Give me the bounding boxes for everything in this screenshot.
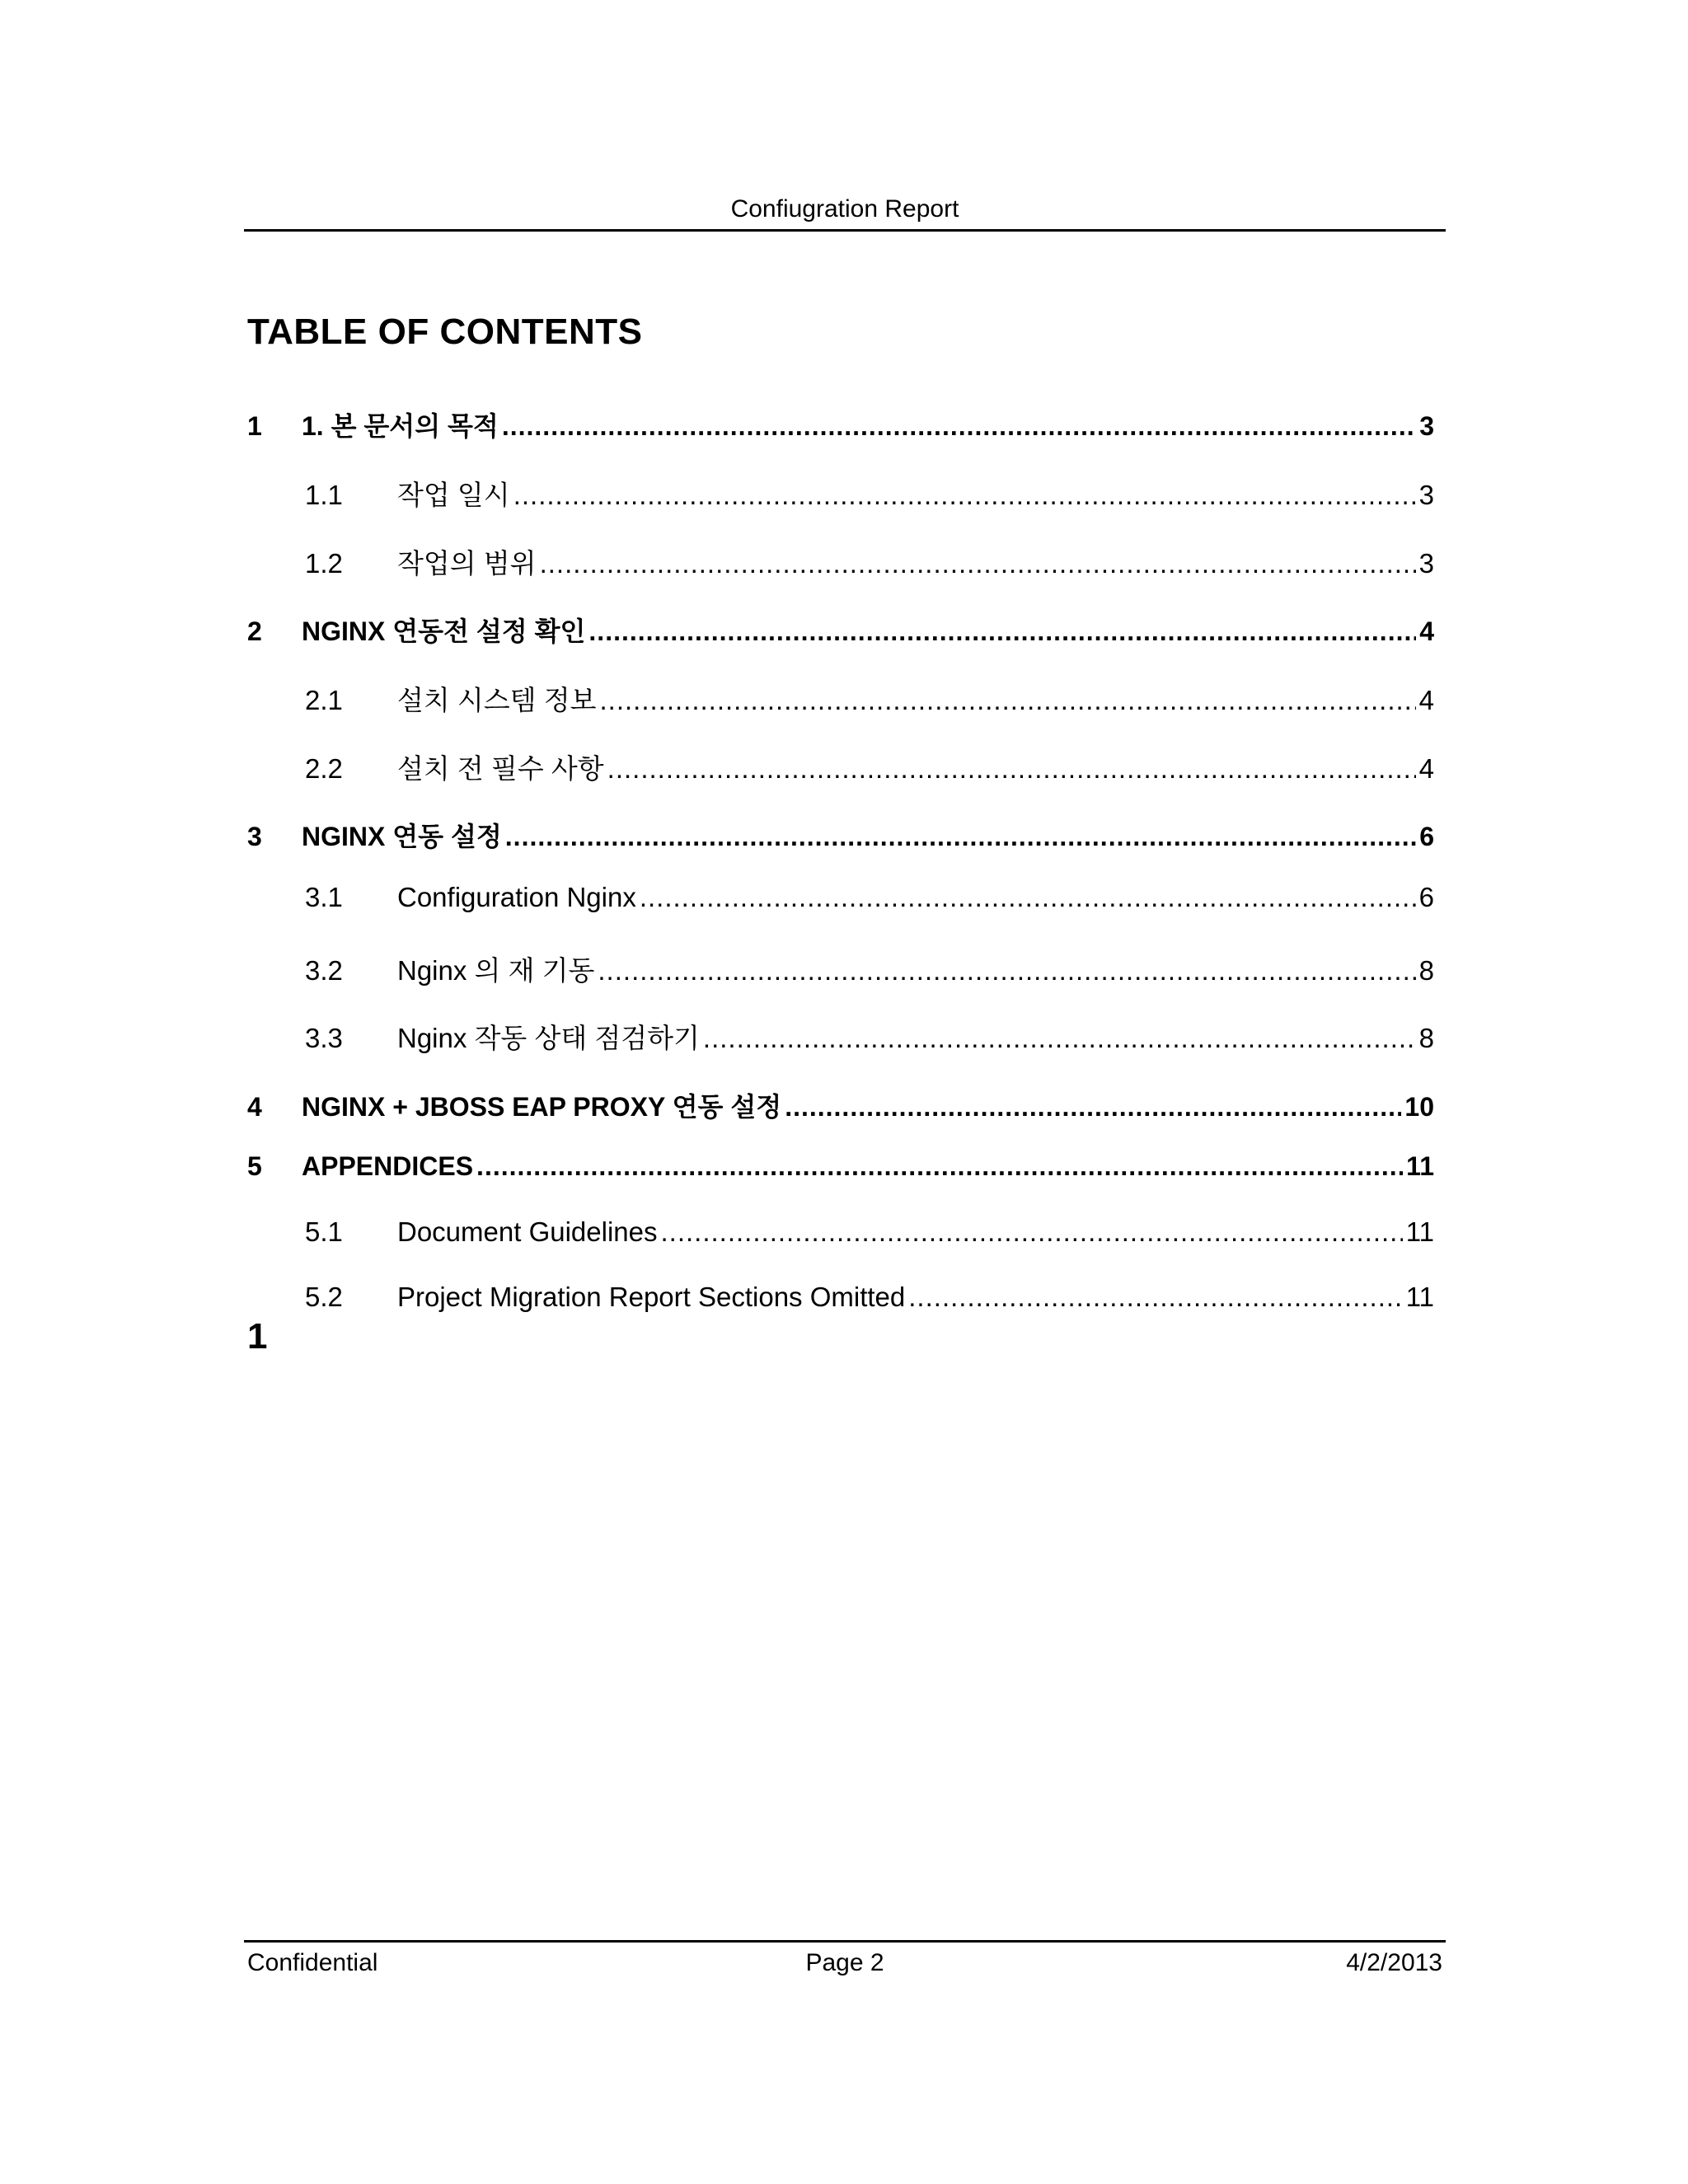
toc-entry-title: Nginx 작동 상태 점검하기 — [397, 1023, 700, 1053]
toc-entry-5-1[interactable] — [247, 1216, 1434, 1248]
toc-dot-leader — [640, 882, 1416, 913]
toc-entry-number: 1.1 — [305, 480, 343, 510]
toc-entry-page: 6 — [1419, 822, 1434, 851]
toc-entry-page: 4 — [1419, 616, 1434, 646]
toc-dot-leader — [598, 955, 1415, 987]
toc-entry-title: APPENDICES — [302, 1151, 474, 1181]
toc-dot-leader — [502, 411, 1416, 442]
toc-entry-4[interactable] — [247, 1086, 1434, 1124]
toc-entry-title: 작업의 범위 — [397, 548, 537, 579]
toc-entry-number: 2.1 — [305, 685, 343, 715]
toc-entry-number: 3.2 — [305, 955, 343, 986]
toc-entry-title: 설치 전 필수 사항 — [397, 753, 604, 784]
toc-dot-leader — [661, 1216, 1403, 1248]
toc-entry-title: Project Migration Report Sections Omitted — [397, 1282, 906, 1312]
toc-entry-number: 5 — [247, 1151, 262, 1181]
toc-entry-3-2[interactable] — [247, 949, 1434, 988]
toc-entry-title: NGINX 연동 설정 — [302, 822, 502, 851]
toc-entry-title: Configuration Nginx — [397, 882, 636, 912]
page-footer — [244, 1940, 1446, 1976]
toc-entry-title: 1. 본 문서의 목적 — [302, 411, 499, 441]
section-heading-number: 1 — [247, 1316, 268, 1357]
toc-entry-1[interactable] — [247, 405, 1434, 443]
toc-entry-1-2[interactable] — [247, 542, 1434, 581]
toc-entry-number: 4 — [247, 1092, 262, 1122]
toc-entry-title: NGINX 연동전 설정 확인 — [302, 616, 586, 646]
footer-page-number: Page 2 — [805, 1949, 884, 1976]
toc-entry-number: 5.1 — [305, 1216, 343, 1247]
toc-entry-number: 3.3 — [305, 1023, 343, 1053]
footer-confidential: Confidential — [247, 1949, 378, 1976]
toc-dot-leader — [513, 480, 1416, 511]
toc-entry-page: 3 — [1418, 548, 1434, 579]
toc-entry-number: 5.2 — [305, 1282, 343, 1312]
toc-entry-page: 3 — [1418, 480, 1434, 510]
toc-entry-page: 6 — [1418, 882, 1434, 912]
toc-heading: TABLE OF CONTENTS — [247, 312, 643, 352]
toc-dot-leader — [703, 1023, 1416, 1054]
toc-entry-5[interactable] — [247, 1151, 1434, 1182]
header-title: Confiugration Report — [730, 195, 959, 223]
toc-entry-title: Nginx 의 재 기동 — [397, 955, 595, 986]
toc-entry-2-2[interactable] — [247, 748, 1434, 786]
toc-entry-page: 10 — [1404, 1092, 1434, 1122]
toc-entry-number: 2.2 — [305, 753, 343, 784]
toc-dot-leader — [505, 822, 1416, 852]
toc-entry-1-1[interactable] — [247, 474, 1434, 513]
toc-entry-number: 3.1 — [305, 882, 343, 912]
toc-entry-2[interactable] — [247, 611, 1434, 649]
toc-entry-page: 8 — [1418, 955, 1434, 986]
toc-entry-title: NGINX + JBOSS EAP PROXY 연동 설정 — [302, 1092, 782, 1122]
footer-date: 4/2/2013 — [1346, 1949, 1442, 1976]
toc-entry-page: 4 — [1418, 685, 1434, 715]
toc-dot-leader — [540, 548, 1416, 579]
toc-entry-page: 11 — [1406, 1151, 1434, 1181]
toc-dot-leader — [908, 1282, 1402, 1313]
toc-entry-5-2[interactable] — [247, 1282, 1434, 1313]
toc-dot-leader — [588, 616, 1416, 647]
toc-entry-page: 11 — [1405, 1216, 1434, 1247]
toc-dot-leader — [607, 753, 1416, 785]
toc-entry-2-1[interactable] — [247, 679, 1434, 718]
toc-dot-leader — [785, 1092, 1401, 1122]
toc-entry-title: 작업 일시 — [397, 480, 510, 510]
toc-dot-leader — [476, 1151, 1403, 1182]
toc-entry-number: 1.2 — [305, 548, 343, 579]
toc-entry-3[interactable] — [247, 816, 1434, 854]
toc-entry-title: 설치 시스템 정보 — [397, 685, 597, 715]
toc-entry-page: 11 — [1405, 1282, 1434, 1312]
toc-entry-title: Document Guidelines — [397, 1216, 658, 1247]
toc-entry-number: 3 — [247, 822, 262, 851]
toc-entry-3-1[interactable] — [247, 882, 1434, 913]
toc-dot-leader — [599, 685, 1415, 716]
toc-entry-page: 8 — [1418, 1023, 1434, 1053]
toc-entry-page: 3 — [1419, 411, 1434, 441]
toc-entry-3-3[interactable] — [247, 1017, 1434, 1056]
toc-entry-number: 1 — [247, 411, 262, 441]
page-header — [244, 194, 1446, 232]
toc-entry-number: 2 — [247, 616, 262, 646]
toc-entry-page: 4 — [1418, 753, 1434, 784]
